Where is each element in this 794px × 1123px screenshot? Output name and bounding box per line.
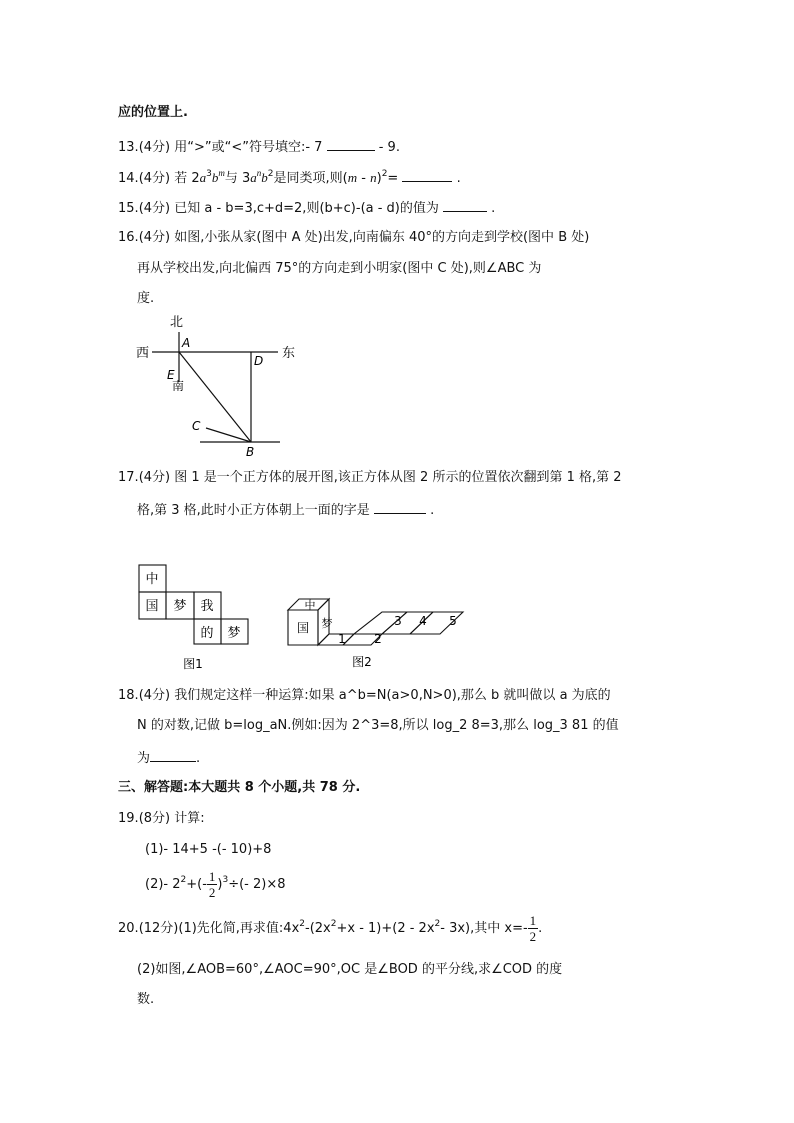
- q17-text-1: 图 1 是一个正方体的展开图,该正方体从图 2 所示的位置依次翻到第 1 格,第 2: [174, 470, 622, 485]
- q18-text-end: .: [196, 751, 201, 766]
- net-text-6: 梦: [227, 626, 241, 641]
- question-18-line1: [118, 687, 611, 705]
- q20-score: (12分): [138, 921, 179, 936]
- question-16-line1: [118, 229, 589, 247]
- section-3-title: 三、解答题:本大题共 8 个小题,共 78 分.: [118, 780, 361, 795]
- question-16-line3: 度.: [137, 291, 155, 306]
- q15-text: 已知 a - b=3,c+d=2,则(b+c)-(a - d)的值为: [174, 201, 439, 216]
- q17-answer-blank[interactable]: [374, 500, 426, 514]
- continuation-header: 应的位置上.: [118, 105, 188, 120]
- q20-number: 20.: [118, 921, 139, 936]
- net-text-3: 梦: [173, 599, 187, 614]
- q19-number: 19.: [118, 811, 139, 826]
- cube-side-text: 梦: [321, 617, 333, 630]
- question-20-part-2-line1: (2)如图,∠AOB=60°,∠AOC=90°,OC 是∠BOD 的平分线,求∠COD 的度: [137, 962, 563, 977]
- net-text-2: 国: [145, 599, 159, 614]
- question-15: [118, 198, 495, 218]
- q19-part-1: (1)- 14+5 -(- 10)+8: [145, 842, 272, 857]
- q14-number: 14.: [118, 171, 139, 186]
- q19-fraction: $\frac{1}{2}$: [208, 869, 216, 900]
- question-14: [118, 168, 461, 188]
- q13-answer-blank[interactable]: [327, 137, 375, 151]
- net-text-5: 的: [200, 626, 214, 641]
- q15-text-end: .: [491, 201, 496, 216]
- q15-answer-blank[interactable]: [443, 198, 487, 212]
- q20-fraction: $\frac{1}{2}$: [529, 913, 537, 944]
- label-b: B: [246, 445, 255, 459]
- q18-score: (4分): [138, 688, 171, 703]
- q16-direction-figure: [130, 312, 310, 462]
- question-18-line2: N 的对数,记做 b=log_aN.例如:因为 2^3=8,所以 log_2 8=3,那么 log_3 81 的值: [137, 718, 619, 733]
- line-ab: [179, 352, 251, 442]
- q17-figure-2-track: [282, 590, 482, 672]
- q17-score: (4分): [138, 470, 171, 485]
- question-16-line2: 再从学校出发,向北偏西 75°的方向走到小明家(图中 C 处),则∠ABC 为: [137, 261, 542, 276]
- question-17-line2: [137, 500, 434, 520]
- slot-label-3: 3: [394, 614, 402, 628]
- line-bc: [206, 428, 251, 442]
- q13-text: 用“>”或“<”符号填空:- 7: [174, 140, 323, 155]
- q13-text-end: - 9.: [378, 140, 400, 155]
- net-text-4: 我: [200, 599, 214, 614]
- slot-label-4: 4: [419, 614, 427, 628]
- label-north: 北: [170, 315, 184, 330]
- question-13: [118, 137, 400, 157]
- q14-text-end: .: [456, 171, 461, 186]
- label-c: C: [192, 419, 201, 433]
- q15-score: (4分): [138, 201, 171, 216]
- question-19: [118, 810, 205, 828]
- label-d: D: [254, 354, 264, 368]
- slot-label-2: 2: [374, 632, 382, 646]
- question-20-part-1: 20.(12分)(1)先化简,再求值$:4x^2-(2x^2+x - 1)+(2 - 2x^2-$ 3x),其中 x=- $\frac{1}{2}$ .: [118, 913, 543, 944]
- label-west: 西: [136, 346, 150, 361]
- question-18-line3: [137, 748, 200, 768]
- q16-score: (4分): [138, 230, 171, 245]
- q14-answer-blank[interactable]: [402, 168, 452, 182]
- q17-text-end: .: [430, 503, 435, 518]
- net-text-1: 中: [145, 572, 159, 587]
- q18-text-1: 我们规定这样一种运算:如果 a^b=N(a>0,N>0),那么 b 就叫做以 a 为底的: [174, 688, 611, 703]
- slot-label-1: 1: [338, 632, 346, 646]
- q18-answer-blank[interactable]: [150, 748, 196, 762]
- q18-text-3: 为: [137, 751, 151, 766]
- question-17-line1: [118, 469, 622, 487]
- label-east: 东: [282, 346, 296, 361]
- q17-figure-1-net: [136, 562, 256, 674]
- q13-number: 13.: [118, 140, 139, 155]
- q19-intro: 计算:: [174, 811, 205, 826]
- label-e: E: [167, 368, 175, 382]
- q16-text-1: 如图,小张从家(图中 A 处)出发,向南偏东 40°的方向走到学校(图中 B 处): [174, 230, 590, 245]
- cube-top-text: 中: [304, 599, 316, 612]
- q14-text: 若 $2a^3b^m$与 $3a^nb^2$是同类项,则(m - n)$^2$=: [174, 168, 399, 186]
- q13-score: (4分): [138, 140, 171, 155]
- q14-score: (4分): [138, 171, 171, 186]
- q16-number: 16.: [118, 230, 139, 245]
- q15-number: 15.: [118, 201, 139, 216]
- fig1-caption: 图1: [183, 657, 203, 671]
- question-20-part-2-line2: 数.: [137, 992, 155, 1007]
- q17-number: 17.: [118, 470, 139, 485]
- q19-score: (8分): [138, 811, 171, 826]
- q19-part-2: (2)- $2^2+(-$ $\frac{1}{2}$ )$^3$÷(- 2)×8: [145, 869, 286, 900]
- q18-number: 18.: [118, 688, 139, 703]
- fig2-caption: 图2: [352, 655, 372, 669]
- label-a: A: [182, 336, 191, 350]
- label-south: 南: [172, 379, 185, 393]
- cube-front-text: 国: [296, 621, 310, 635]
- q17-text-2: 格,第 3 格,此时小正方体朝上一面的字是: [137, 503, 370, 518]
- slot-label-5: 5: [449, 614, 457, 628]
